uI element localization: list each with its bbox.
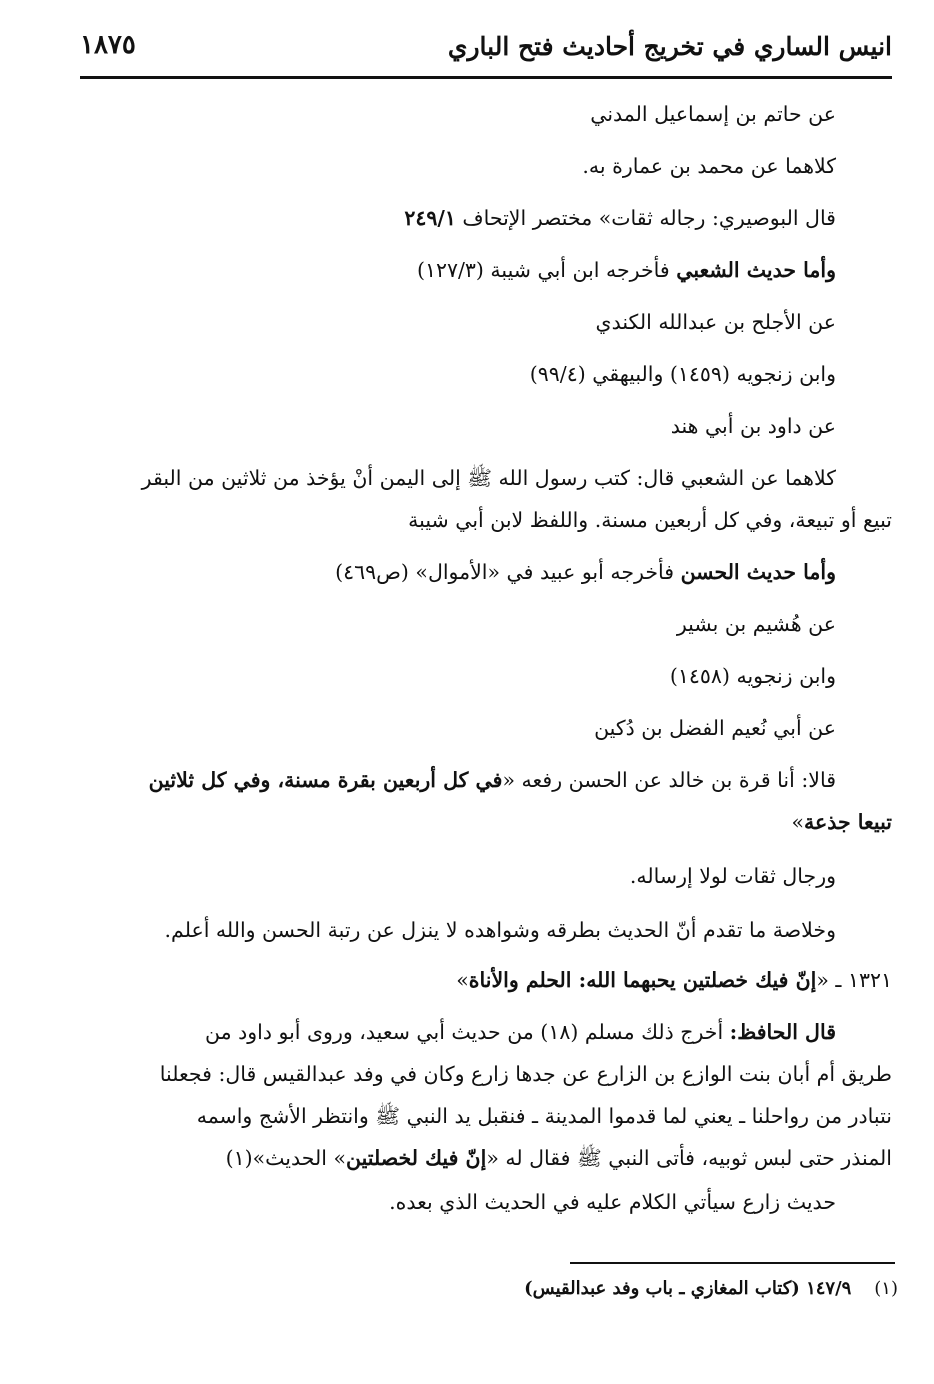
text-line: المنذر حتى لبس ثوبيه، فأتى النبي ﷺ فقال له «إنّ فيك لخصلتين» الحديث»(١) — [225, 1146, 892, 1170]
text-line: كلاهما عن الشعبي قال: كتب رسول الله ﷺ إلى اليمن أنْ يؤخذ من ثلاثين من البقر — [141, 466, 836, 490]
footnote — [524, 1278, 898, 1299]
text-line: عن حاتم بن إسماعيل المدني — [590, 102, 836, 126]
text-line: نتبادر من رواحلنا ـ يعني لما قدموا المدينة ـ فنقبل يد النبي ﷺ وانتظر الأشج واسمه — [196, 1104, 892, 1128]
text-line: وأما حديث الشعبي فأخرجه ابن أبي شيبة (١٢٧/٣) — [416, 258, 836, 282]
running-header — [80, 28, 892, 72]
page-number: ١٨٧٥ — [80, 30, 136, 60]
book-title: انيس الساري في تخريج أحاديث فتح الباري — [447, 32, 892, 61]
text-line: وابن زنجويه (١٤٥٩) والبيهقي (٩٩/٤) — [529, 362, 836, 386]
text-line: عن داود بن أبي هند — [670, 414, 836, 438]
text-line: عن أبي نُعيم الفضل بن دُكين — [594, 716, 836, 740]
footnote-text: ١٤٧/٩ (كتاب المغازي ـ باب وفد عبدالقيس) — [524, 1278, 852, 1299]
text-line: ١٣٢١ ـ «إنّ فيك خصلتين يحبهما الله: الحلم والأناة» — [456, 968, 892, 992]
text-line: وخلاصة ما تقدم أنّ الحديث بطرقه وشواهده لا ينزل عن رتبة الحسن والله أعلم. — [164, 918, 836, 942]
text-line: قالا: أنا قرة بن خالد عن الحسن رفعه «في كل أربعين بقرة مسنة، وفي كل ثلاثين — [148, 768, 836, 792]
text-line: قال الحافظ: أخرج ذلك مسلم (١٨) من حديث أبي سعيد، وروى أبو داود من — [205, 1020, 836, 1044]
header-rule — [80, 76, 892, 79]
text-line: تبيعا جذعة» — [791, 810, 892, 834]
text-line: كلاهما عن محمد بن عمارة به. — [582, 154, 836, 178]
footnote-marker: (١) — [874, 1278, 898, 1299]
text-line: تبيع أو تبيعة، وفي كل أربعين مسنة. واللفظ لابن أبي شيبة — [408, 508, 892, 532]
text-line: ورجال ثقات لولا إرساله. — [629, 864, 836, 888]
text-line: قال البوصيري: رجاله ثقات» مختصر الإتحاف ٢٤٩/١ — [404, 206, 836, 230]
text-line: طريق أم أبان بنت الوازع بن الزارع عن جدها زارع وكان في وفد عبدالقيس قال: فجعلنا — [159, 1062, 892, 1086]
text-line: وابن زنجويه (١٤٥٨) — [669, 664, 836, 688]
text-line: حديث زارع سيأتي الكلام عليه في الحديث الذي بعده. — [389, 1190, 836, 1214]
text-line: عن الأجلح بن عبدالله الكندي — [595, 310, 836, 334]
text-line: عن هُشيم بن بشير — [676, 612, 836, 636]
footnote-rule — [570, 1262, 895, 1264]
text-line: وأما حديث الحسن فأخرجه أبو عبيد في «الأموال» (ص٤٦٩) — [335, 560, 836, 584]
